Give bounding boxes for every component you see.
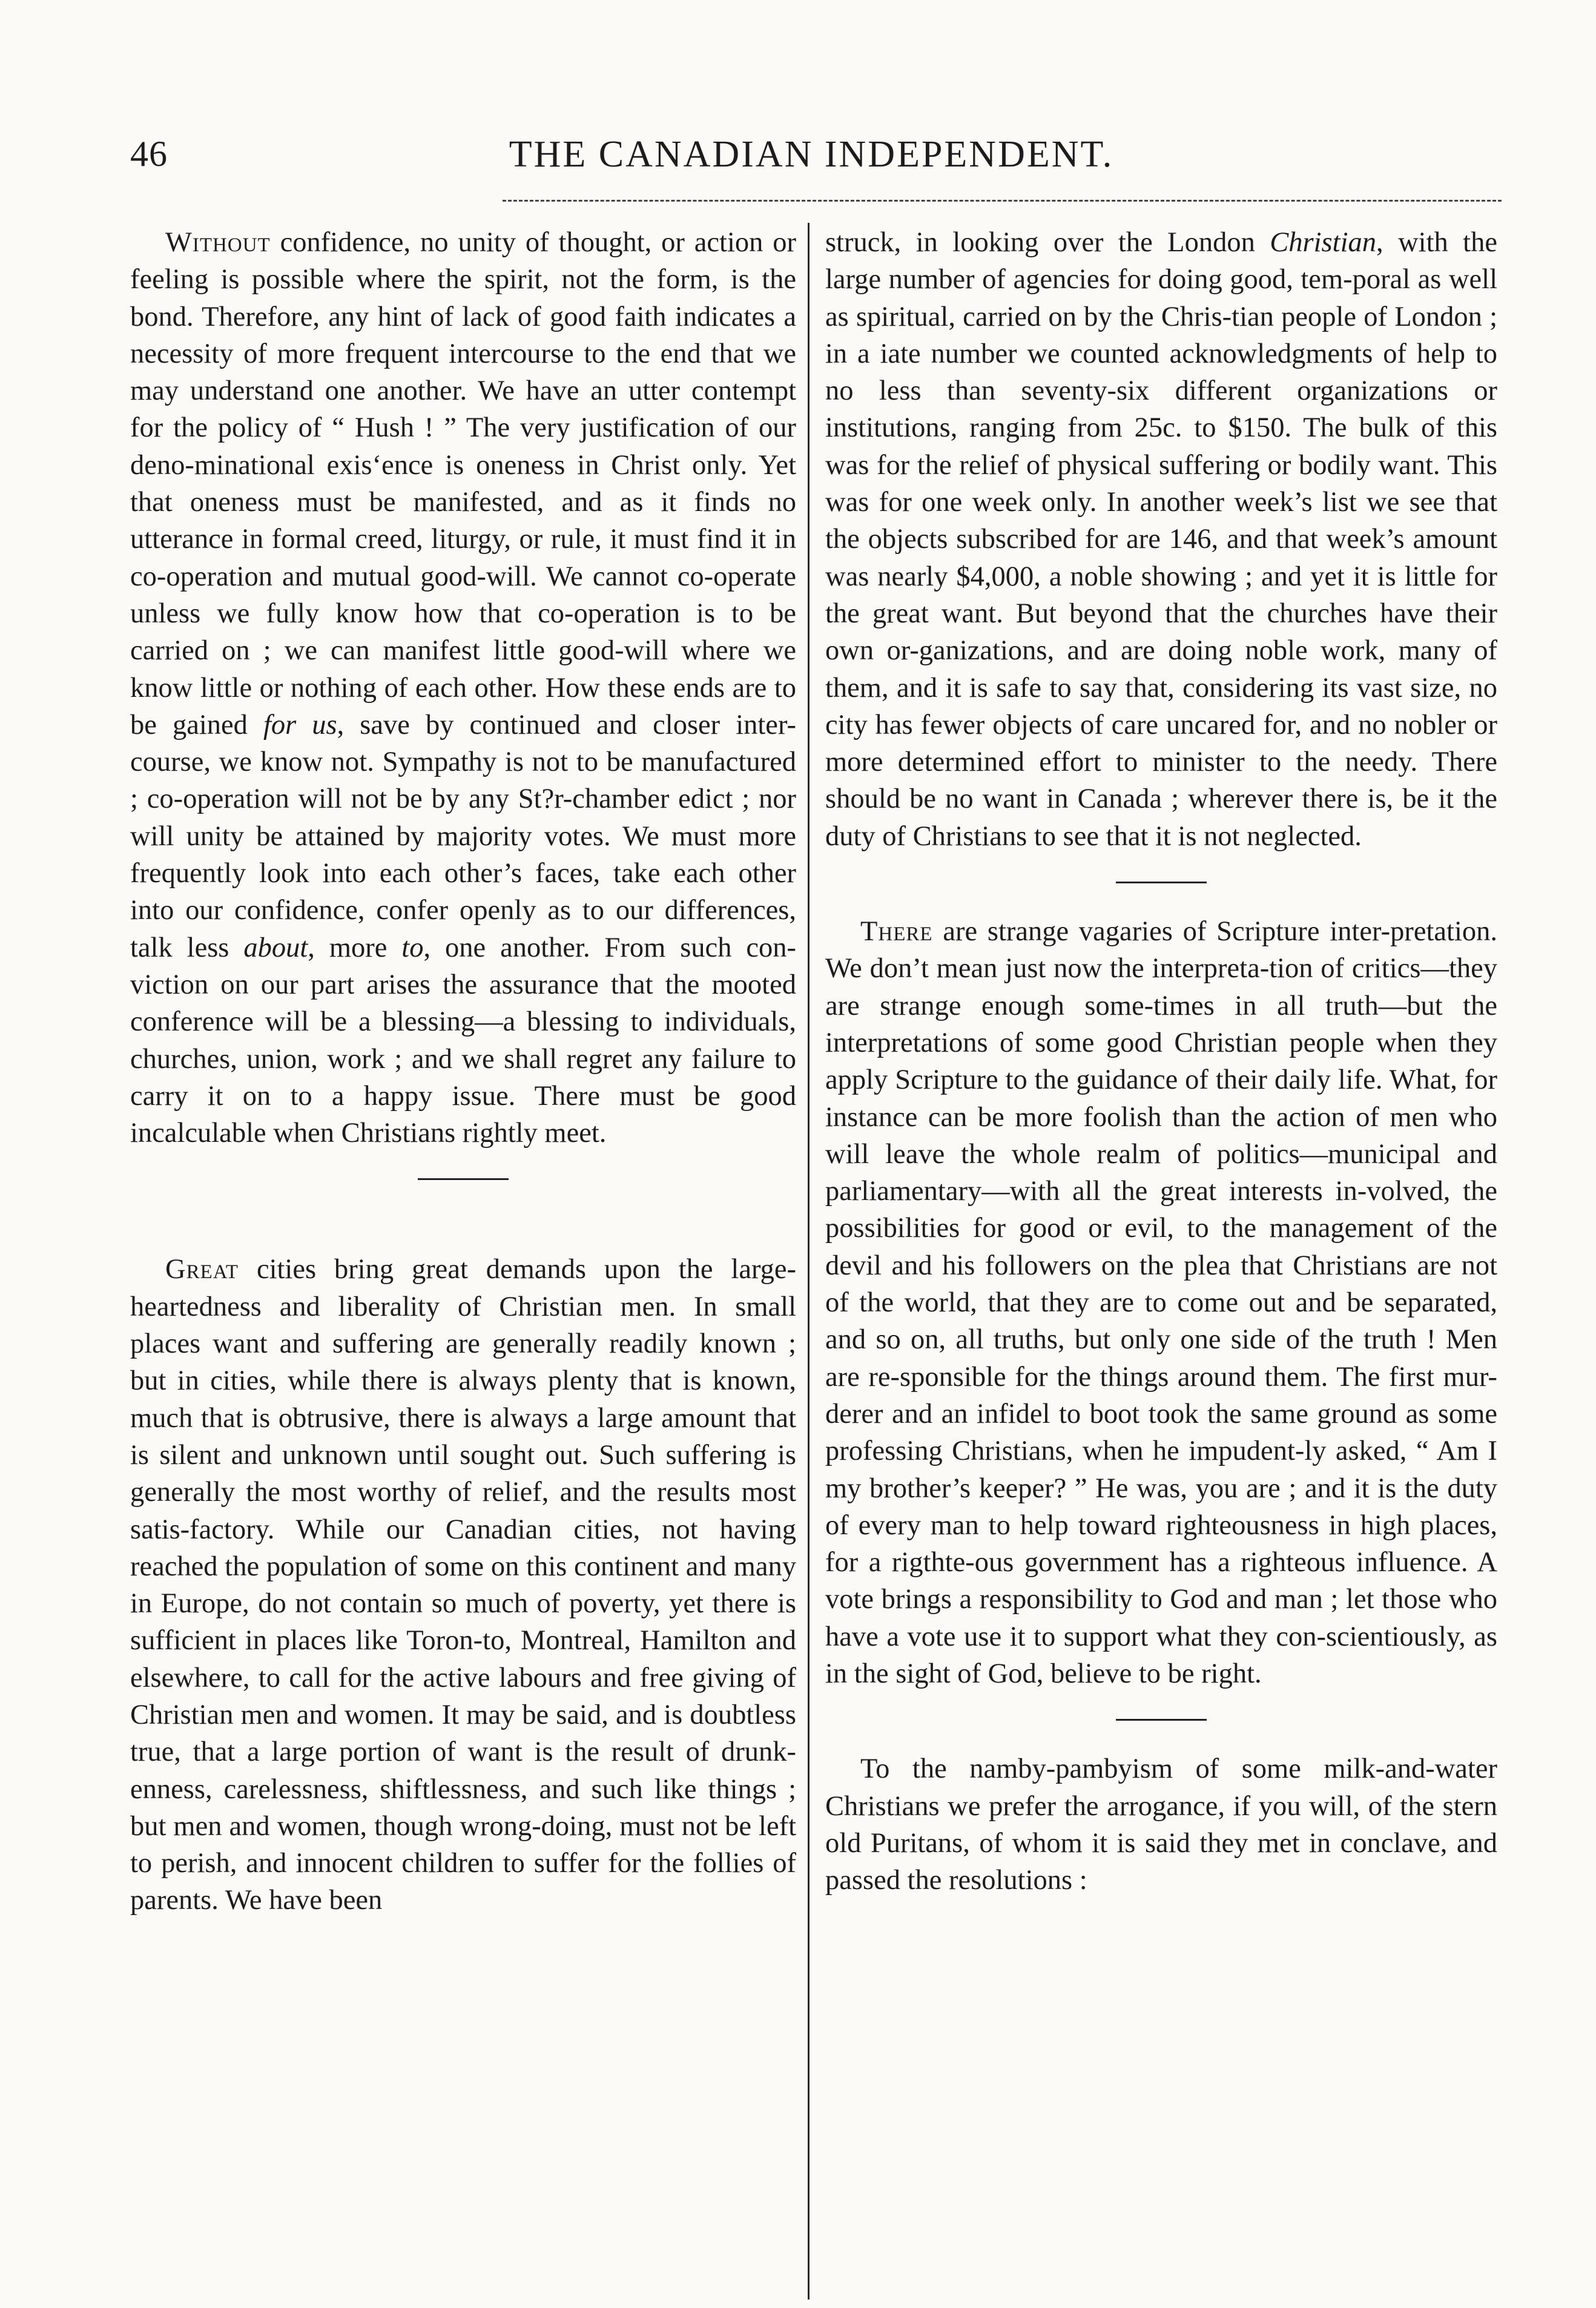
column-divider bbox=[808, 223, 810, 2300]
paragraph-puritans bbox=[825, 1750, 1497, 1899]
section-separator bbox=[130, 1152, 796, 1210]
header-rule bbox=[503, 200, 1502, 202]
paragraph-great-cities bbox=[130, 1251, 796, 1919]
paragraph-text: confidence, no unity of thought, or action or feeling is possible where the spirit, not the form, is the bond. Therefore, any hint of lack of good faith indicates a necessity of more frequent intercourse to the end that we may understand one another. We have an utter contempt for the policy of “ Hush ! ” The very justification of our deno-minational exis‘ence is oneness in Christ only. Yet that oneness must be manifested, and as it finds no utterance in formal creed, liturgy, or rule, it must find it in co-operation and mutual good-will. We cannot co-operate unless we fully know how that co-operation is to be carried on ; we can manifest little good-will where we know little or nothing of each other. How these ends are to be gained bbox=[130, 227, 796, 740]
spacer bbox=[130, 1210, 796, 1251]
left-column bbox=[130, 224, 796, 1919]
paragraph-text: , one another. From such con-viction on our part arises the assurance that the mooted conference will be a blessing—a blessing to individuals, churches, union, work ; and we shall regret any failure to carry it on to a happy issue. There must be good incalculable when Christians rightly meet. bbox=[130, 932, 796, 1149]
page-header bbox=[130, 128, 1492, 183]
running-title: THE CANADIAN INDEPENDENT. bbox=[509, 134, 1114, 175]
paragraph-scripture bbox=[825, 913, 1497, 1692]
italic-text: Christian bbox=[1270, 227, 1376, 258]
italic-text: about bbox=[243, 932, 308, 963]
paragraph-lead-word: Without bbox=[165, 227, 271, 258]
paragraph-text: struck, in looking over the London bbox=[825, 227, 1270, 258]
paragraph-lead-word: Great bbox=[165, 1254, 239, 1285]
separator-rule bbox=[1116, 1719, 1207, 1721]
paragraph-text: , more bbox=[308, 932, 402, 963]
section-separator bbox=[825, 855, 1497, 913]
italic-text: to bbox=[401, 932, 424, 963]
section-separator bbox=[825, 1692, 1497, 1750]
paragraph-continued bbox=[825, 224, 1497, 855]
paragraph-text: , save by continued and closer inter-course, we know not. Sympathy is not to be manufactured ; co-operation will not be by any St?r-chamber edict ; nor will unity be attained by majority votes. We must more frequently look into each other’s faces, take each other into our confidence, confer openly as to our differences, talk less bbox=[130, 709, 796, 963]
separator-rule bbox=[418, 1178, 509, 1180]
paragraph-text: are strange vagaries of Scripture inter-pretation. We don’t mean just now the interpreta-tion of critics—they are strange enough some-times in all truth—but the interpretations of some good Christian people when they apply Scripture to the guidance of their daily life. What, for instance can be more foolish than the action of men who will leave the whole realm of politics—municipal and parliamentary—with all the great interests in-volved, the possibilities for good or evil, to the management of the devil and his followers on the plea that Christians are not of the world, that they are to come out and be separated, and so on, all truths, but only one side of the truth ! Men are re-sponsible for the things around them. The first mur-derer and an infidel to boot took the same ground as some professing Christians, when he impudent-ly asked, “ Am I my brother’s keeper? ” He was, you are ; and it is the duty of every man to help toward righteousness in high places, for a rigthte-ous government has a righteous influence. A vote brings a responsibility to God and man ; let those who have a vote use it to support what they con-scientiously, as in the sight of God, believe to be right. bbox=[825, 916, 1497, 1689]
page-number: 46 bbox=[130, 134, 168, 174]
italic-text: for us bbox=[263, 709, 337, 740]
paragraph-confidence bbox=[130, 224, 796, 1152]
paragraph-text: , with the large number of agencies for doing good, tem-poral as well as spiritual, carried on by the Chris-tian people of London ; in a iate number we counted acknowledgments of help to no less than seventy-six different organizations or institutions, ranging from 25c. to $150. The bulk of this was for the relief of physical suffering or bodily want. This was for one week only. In another week’s list we see that the objects subscribed for are 146, and that week’s amount was nearly $4,000, a noble showing ; and yet it is little for the great want. But beyond that the churches have their own or-ganizations, and are doing noble work, many of them, and it is safe to say that, considering its vast size, no city has fewer objects of care uncared for, and no nobler or more determined effort to minister to the needy. There should be no want in Canada ; wherever there is, be it the duty of Christians to see that it is not neglected. bbox=[825, 227, 1497, 852]
paragraph-lead-word: There bbox=[860, 916, 933, 948]
right-column bbox=[825, 224, 1497, 1899]
separator-rule bbox=[1116, 882, 1207, 883]
paragraph-text: To the namby-pambyism of some milk-and-water Christians we prefer the arrogance, if you will, of the stern old Puritans, of whom it is said they met in conclave, and passed the resolutions : bbox=[825, 1753, 1497, 1896]
paragraph-text: cities bring great demands upon the large-heartedness and liberality of Christian men. In small places want and suffering are generally readily known ; but in cities, while there is always plenty that is known, much that is obtrusive, there is always a large amount that is silent and unknown until sought out. Such suffering is generally the most worthy of relief, and the results most satis-factory. While our Canadian cities, not having reached the population of some on this continent and many in Europe, do not contain so much of poverty, yet there is sufficient in places like Toron-to, Montreal, Hamilton and elsewhere, to call for the active labours and free giving of Christian men and women. It may be said, and is doubtless true, that a large portion of want is the result of drunk-enness, carelessness, shiftlessness, and such like things ; but men and women, though wrong-doing, must not be left to perish, and innocent children to suffer for the follies of parents. We have been bbox=[130, 1254, 796, 1916]
